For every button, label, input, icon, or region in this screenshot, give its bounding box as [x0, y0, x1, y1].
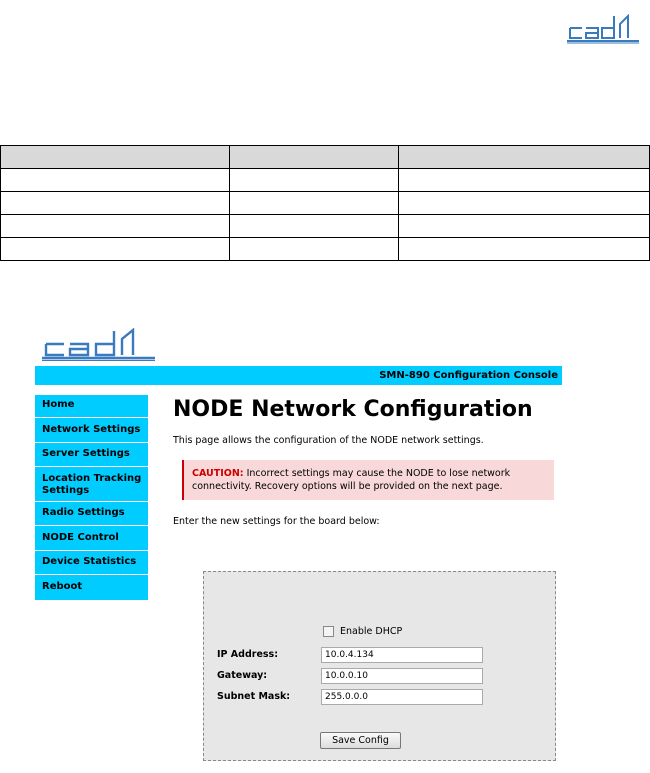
nav-item-device-statistics[interactable]: Device Statistics [35, 552, 148, 575]
table-row [1, 215, 650, 238]
table-cell [230, 169, 398, 192]
dhcp-option [323, 626, 402, 637]
table-cell [1, 169, 230, 192]
table-cell [398, 192, 649, 215]
document-table [0, 145, 650, 261]
table-header-row [1, 146, 650, 169]
cadi-logo [566, 14, 640, 44]
nav-item-reboot[interactable]: Reboot [35, 577, 148, 600]
table-cell [1, 238, 230, 261]
table-cell [230, 238, 398, 261]
console-screenshot [35, 325, 562, 773]
main-content [173, 395, 563, 527]
table-cell [230, 215, 398, 238]
table-cell [1, 192, 230, 215]
cadi-logo [40, 328, 155, 361]
table-cell [398, 215, 649, 238]
enable-dhcp-label: Enable DHCP [340, 626, 403, 637]
save-config-button[interactable]: Save Config [320, 732, 401, 749]
nav-item-home[interactable]: Home [35, 395, 148, 418]
ip-address-label: IP Address: [217, 649, 278, 660]
caution-box [182, 460, 554, 500]
table-cell [230, 146, 398, 169]
caution-label: CAUTION: [192, 468, 244, 479]
table-cell [230, 192, 398, 215]
ip-address-input[interactable]: 10.0.4.134 [321, 647, 483, 663]
table-cell [1, 215, 230, 238]
enter-settings-text: Enter the new settings for the board below: [173, 516, 380, 527]
network-settings-form [203, 571, 556, 761]
table-row [1, 192, 650, 215]
header-bar [35, 366, 562, 385]
table-row [1, 238, 650, 261]
table-cell [398, 238, 649, 261]
gateway-input[interactable]: 10.0.0.10 [321, 668, 483, 684]
table-row [1, 169, 650, 192]
subnet-mask-input[interactable]: 255.0.0.0 [321, 689, 483, 705]
console-title: SMN-890 Configuration Console [379, 370, 558, 381]
nav-item-radio-settings[interactable]: Radio Settings [35, 503, 148, 526]
sidebar-nav [35, 395, 148, 600]
nav-item-network-settings[interactable]: Network Settings [35, 420, 148, 443]
intro-text: This page allows the configuration of the NODE network settings. [173, 435, 484, 446]
enable-dhcp-checkbox[interactable] [323, 626, 334, 637]
page-title: NODE Network Configuration [173, 397, 533, 422]
subnet-mask-label: Subnet Mask: [217, 691, 291, 702]
nav-item-server-settings[interactable]: Server Settings [35, 444, 148, 467]
table-cell [1, 146, 230, 169]
table-cell [398, 169, 649, 192]
table-cell [398, 146, 649, 169]
gateway-label: Gateway: [217, 670, 268, 681]
nav-item-location-tracking-settings[interactable]: Location Tracking Settings [35, 469, 148, 502]
caution-text: Incorrect settings may cause the NODE to lose network connectivity. Recovery options will be provided on the next page. [192, 468, 511, 492]
nav-item-node-control[interactable]: NODE Control [35, 528, 148, 551]
